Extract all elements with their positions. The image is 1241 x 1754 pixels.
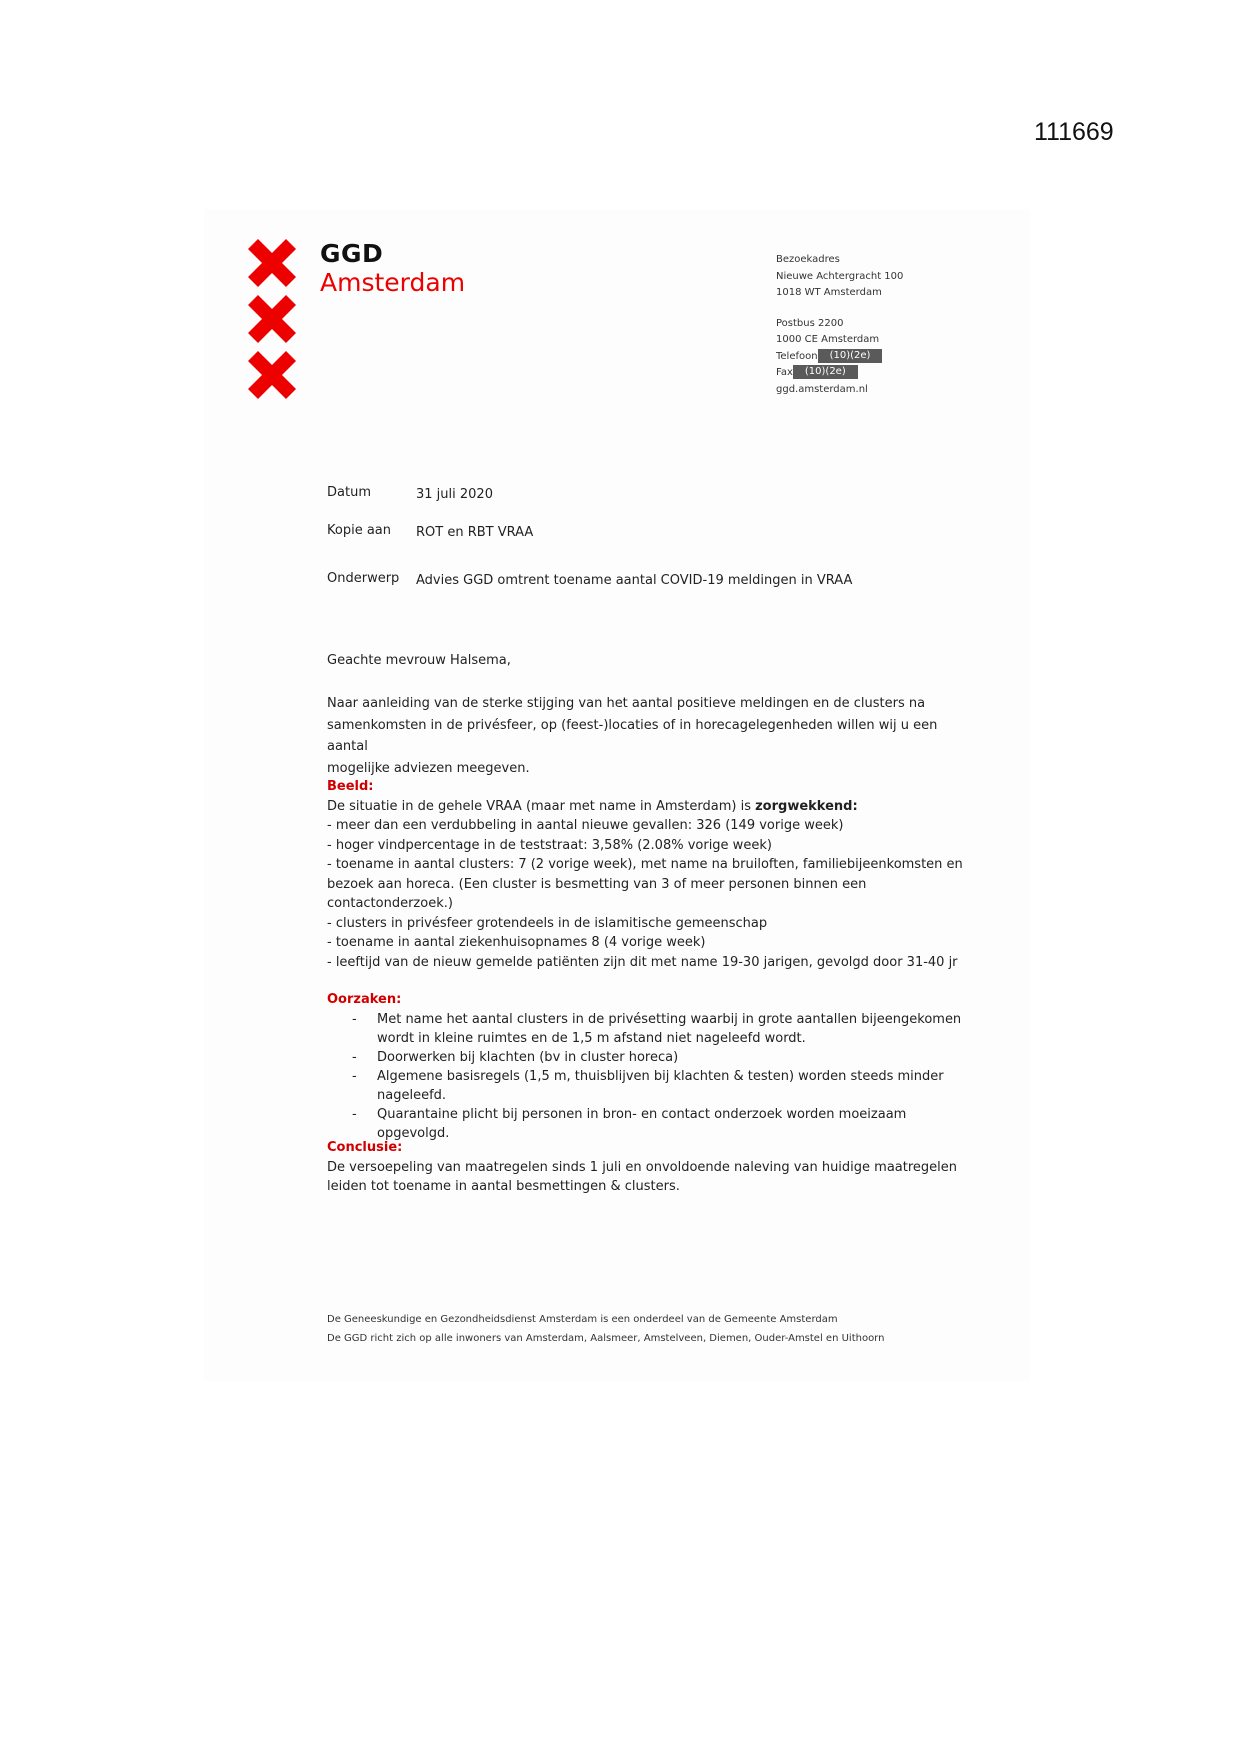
po-box: Postbus 2200: [776, 317, 844, 329]
logo-amsterdam: Amsterdam: [320, 268, 466, 297]
cross-icon: [248, 239, 296, 287]
bullet-dash: -: [352, 1068, 357, 1084]
intro-line: samenkomsten in de privésfeer, op (feest-)locaties of in horecagelegenheden willen wij u een aantal: [327, 717, 938, 754]
conclusie-line: leiden tot toename in aantal besmettingen & clusters.: [327, 1179, 680, 1194]
phone-label: Telefoon: [776, 350, 818, 362]
phone-line: [776, 349, 903, 366]
visit-address-label: Bezoekadres: [776, 254, 840, 265]
conclusie-line: De versoepeling van maatregelen sinds 1 juli en onvoldoende naleving van huidige maatregelen: [327, 1159, 958, 1175]
oorzaken-list: [327, 1010, 977, 1143]
footer-line: De Geneeskundige en Gezondheidsdienst Amsterdam is een onderdeel van de Gemeente Amsterdam: [327, 1314, 838, 1325]
subject-label: Onderwerp: [327, 571, 400, 586]
bullet-dash: -: [352, 1011, 357, 1027]
oorzaken-section: [327, 990, 977, 1143]
list-item-line: Met name het aantal clusters in de privésetting waarbij in grote aantallen bijeengekomen: [377, 1011, 962, 1027]
copy-label: Kopie aan: [327, 523, 391, 538]
logo-ggd: GGD: [320, 239, 384, 268]
footer-line: De GGD richt zich op alle inwoners van Amsterdam, Aalsmeer, Amstelveen, Diemen, Ouder-Amstel en Uithoorn: [327, 1333, 885, 1344]
phone-redaction: (10)(2e): [818, 349, 883, 363]
letter-footer: [327, 1310, 884, 1348]
list-item: [327, 1067, 977, 1105]
intro-line: mogelijke adviezen meegeven.: [327, 760, 530, 776]
street: Nieuwe Achtergracht 100: [776, 270, 904, 282]
beeld-lead-text: De situatie in de gehele VRAA (maar met name in Amsterdam) is: [327, 798, 756, 814]
date-label: Datum: [327, 485, 371, 500]
cross-icon: [248, 295, 296, 343]
list-item-line: wordt in kleine ruimtes en de 1,5 m afstand niet nageleefd wordt.: [377, 1030, 806, 1046]
conclusie-heading: Conclusie:: [327, 1140, 403, 1155]
beeld-line: - clusters in privésfeer grotendeels in de islamitische gemeenschap: [327, 915, 768, 931]
list-item: [327, 1048, 977, 1067]
beeld-lead-bold: zorgwekkend:: [755, 798, 858, 814]
ggd-logo-text: [320, 240, 465, 298]
beeld-line: contactonderzoek.): [327, 896, 453, 911]
date-value: 31 juli 2020: [416, 487, 493, 502]
intro-line: Naar aanleiding van de sterke stijging van het aantal positieve meldingen en de clusters na: [327, 696, 926, 711]
bullet-dash: -: [352, 1049, 357, 1065]
fax-line: [776, 365, 903, 382]
fax-label: Fax: [776, 367, 793, 378]
list-item-line: Doorwerken bij klachten (bv in cluster horeca): [377, 1049, 679, 1065]
list-item-line: Quarantaine plicht bij personen in bron- en contact onderzoek worden moeizaam opgevolgd.: [377, 1106, 907, 1141]
list-item-line: Algemene basisregels (1,5 m, thuisblijven bij klachten & testen) worden steeds minder: [377, 1068, 944, 1084]
list-item: [327, 1010, 977, 1048]
beeld-lead: [327, 797, 977, 817]
conclusie-section: [327, 1138, 977, 1197]
intro-paragraph: [327, 693, 977, 779]
list-item-line: nageleefd.: [377, 1087, 447, 1103]
fax-redaction: (10)(2e): [793, 365, 858, 379]
list-item: [327, 1105, 977, 1143]
beeld-heading: Beeld:: [327, 779, 374, 794]
subject-value: Advies GGD omtrent toename aantal COVID-19 meldingen in VRAA: [416, 573, 853, 588]
beeld-section: [327, 777, 977, 972]
beeld-line: bezoek aan horeca. (Een cluster is besmetting van 3 of meer personen binnen een: [327, 876, 867, 892]
website: ggd.amsterdam.nl: [776, 383, 868, 395]
cross-icon: [248, 351, 296, 399]
amsterdam-crosses-logo: [248, 239, 298, 407]
address-block: [776, 252, 903, 398]
beeld-line: - toename in aantal ziekenhuisopnames 8 (4 vorige week): [327, 935, 706, 950]
bullet-dash: -: [352, 1106, 357, 1122]
copy-value: ROT en RBT VRAA: [416, 525, 534, 540]
beeld-line: - toename in aantal clusters: 7 (2 vorige week), met name na bruiloften, familiebijeenkomsten en: [327, 857, 963, 872]
po-postal-city: 1000 CE Amsterdam: [776, 334, 880, 345]
beeld-line: - hoger vindpercentage in de teststraat: 3,58% (2.08% vorige week): [327, 837, 772, 853]
beeld-line: - leeftijd van de nieuw gemelde patiënten zijn dit met name 19-30 jarigen, gevolgd door 31-40 jr: [327, 954, 958, 970]
document-number: 111669: [1034, 118, 1114, 146]
beeld-line: - meer dan een verdubbeling in aantal nieuwe gevallen: 326 (149 vorige week): [327, 818, 844, 833]
oorzaken-heading: Oorzaken:: [327, 992, 402, 1007]
postal-city: 1018 WT Amsterdam: [776, 287, 882, 298]
salutation: Geachte mevrouw Halsema,: [327, 653, 511, 668]
